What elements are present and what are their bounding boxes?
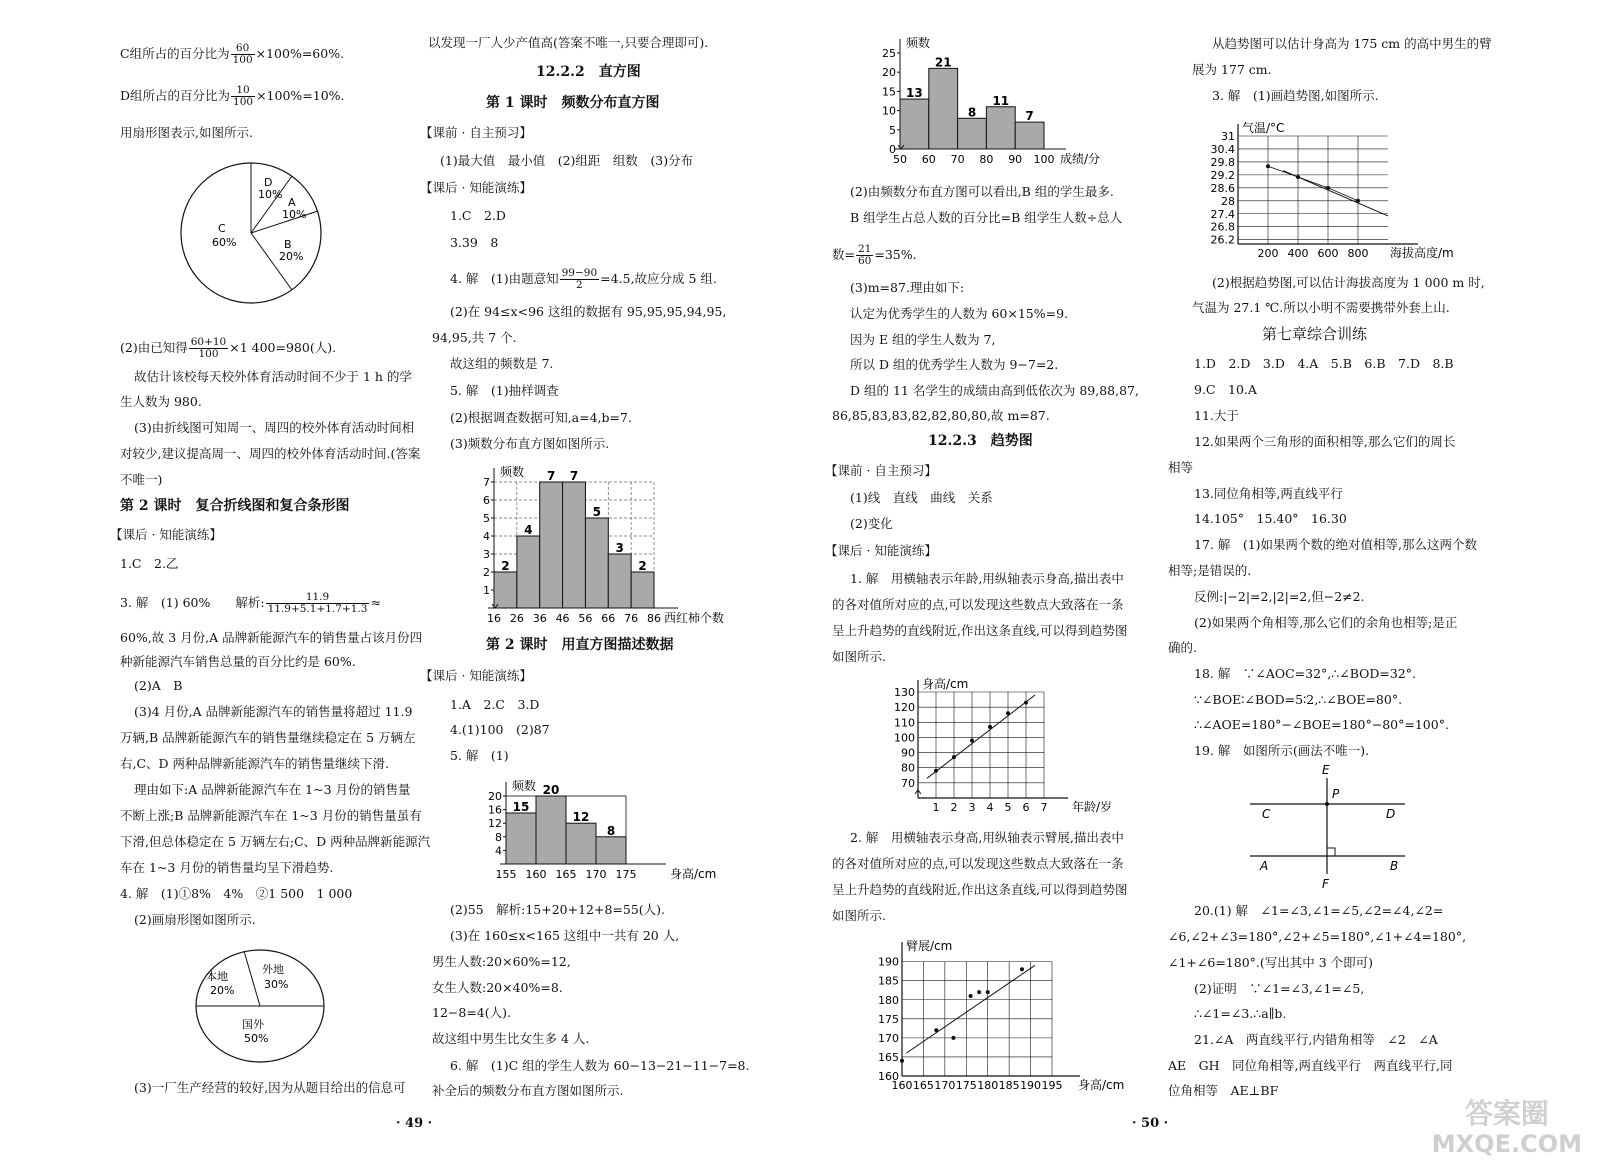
text-line: 3. 解 (1)画趋势图,如图所示. (1212, 88, 1379, 103)
trend-age-height (870, 672, 1113, 822)
text-line: (2)55 解析:15+20+12+8=55(人). (450, 902, 666, 917)
data-point (970, 738, 974, 742)
x-tick-label: 76 (624, 612, 639, 625)
histogram-tomatoes (460, 458, 725, 628)
x-tick-label: 180 (977, 1079, 999, 1092)
x-tick-label: 7 (1040, 801, 1048, 814)
histogram-bar (900, 99, 929, 149)
y-tick-label: 185 (878, 974, 899, 988)
histogram-bar (986, 107, 1015, 149)
text-line: 故这组的频数是 7. (450, 356, 554, 371)
x-tick-label: 3 (968, 801, 976, 814)
text-line: 以发现一厂人少产值高(答案不唯一,只要合理即可). (428, 35, 709, 50)
x-tick-label: 165 (912, 1079, 934, 1092)
text-line: 因为 E 组的学生人数为 7, (850, 332, 996, 347)
y-tick-label: 170 (878, 1031, 899, 1045)
data-point (986, 990, 990, 994)
fraction: $\frac{21}{60}$ (857, 243, 872, 267)
text-line: (3)由折线图可知周一、周四的校外体育活动时间相 (134, 420, 415, 435)
data-point (1006, 711, 1010, 715)
x-tick-label: 200 (1257, 247, 1279, 260)
x-tick-label: 26 (509, 612, 524, 625)
data-point (1020, 967, 1024, 971)
text-line: 11.大于 (1194, 408, 1239, 423)
y-tick-label: 20 (882, 66, 896, 80)
y-tick-label: 7 (483, 476, 490, 489)
y-axis-title: 频数 (512, 779, 537, 793)
y-axis-title: 气温/°C (1242, 121, 1285, 135)
text-line: 从趋势图可以估计身高为 175 cm 的高中男生的臂 (1212, 36, 1492, 51)
text-line: 车在 1~3 月份的销售量均呈下滑趋势. (120, 860, 334, 875)
text-line: (1)最大值 最小值 (2)组距 组数 (3)分布 (440, 153, 694, 168)
x-tick-label: 185 (998, 1079, 1020, 1092)
y-tick-label: 15 (882, 85, 896, 99)
text-line: C组所占的百分比为 $\frac{60}{100}$ ×100%=60%. (120, 42, 345, 66)
section-tag: 【课后 · 知能演练】 (420, 180, 532, 195)
x-tick-label: 170 (934, 1079, 956, 1092)
point-label: E (1322, 763, 1330, 777)
pie-label: 国外 (242, 1018, 264, 1031)
histogram-bar (517, 536, 540, 608)
fraction: $\frac{99-90}{2}$ (561, 267, 598, 291)
x-tick-label: 190 (1020, 1079, 1042, 1092)
histogram-bar (566, 823, 596, 864)
text-line: 展为 177 cm. (1192, 62, 1272, 77)
y-tick-label: 4 (495, 844, 502, 858)
text-line: ∴∠AOE=180°−∠BOE=180°−80°=100°. (1194, 717, 1449, 732)
y-tick-label: 31 (1221, 130, 1235, 143)
text-line: 万辆,B 品牌新能源汽车的销售量继续稳定在 5 万辆左 (120, 730, 416, 745)
text-line: (1)线 直线 曲线 关系 (850, 490, 993, 505)
text-line: 生人数为 980. (120, 394, 202, 409)
text-line: 位角相等 AE⊥BF (1168, 1083, 1279, 1098)
histogram-bar (536, 796, 566, 864)
y-tick-label: 4 (483, 530, 490, 543)
y-tick-label: 0 (889, 143, 896, 156)
text-line: 故这组中男生比女生多 4 人. (432, 1031, 590, 1046)
histogram-bar (540, 482, 563, 608)
text-line: 右,C、D 两种品牌新能源汽车的销售量继续下滑. (120, 756, 390, 771)
text-line: 5. 解 (1) (450, 748, 509, 763)
y-tick-label: 90 (901, 746, 915, 760)
text-line: (3)在 160≤x<165 这组中一共有 20 人, (450, 928, 680, 943)
x-axis-title: 成绩/分 (1060, 152, 1101, 166)
x-tick-label: 100 (1033, 153, 1055, 166)
text-line: 1.C 2.D (450, 208, 506, 223)
x-tick-label: 80 (979, 153, 994, 166)
histogram-bar (1015, 122, 1044, 149)
text-line: 60%,故 3 月份,A 品牌新能源汽车的销售量占该月份四 (120, 630, 423, 645)
bar-value-label: 11 (992, 93, 1010, 108)
y-tick-label: 70 (901, 776, 915, 790)
text-line: (2)由已知得 $\frac{60+10}{100}$ ×1 400=980(人). (120, 336, 337, 360)
x-tick-label: 170 (585, 868, 607, 881)
bar-value-label: 7 (569, 469, 579, 483)
trend-height-armspan (858, 932, 1125, 1096)
section-tag: 【课前 · 自主预习】 (420, 125, 532, 140)
section-tag: 【课后 · 知能演练】 (825, 543, 937, 558)
y-tick-label: 29.8 (1210, 155, 1235, 169)
y-tick-label: 120 (894, 701, 915, 715)
section-heading: 12.2.2 直方图 (536, 64, 641, 80)
text-line: ∵∠BOE∶∠BOD=5∶2,∴∠BOE=80°. (1194, 692, 1403, 707)
fraction: $\frac{10}{100}$ (233, 84, 254, 108)
text-line: 3. 解 (1) 60% 解析: $\frac{11.9}{11.9+5.1+1.7+1.3}$ ≈ (120, 591, 381, 615)
histogram-bar (596, 837, 626, 864)
y-tick-label: 165 (878, 1050, 899, 1064)
text-line: 男生人数:20×60%=12, (432, 954, 571, 969)
text-line: 数= $\frac{21}{60}$ =35%. (832, 243, 917, 267)
pie-value: 50% (244, 1032, 269, 1045)
x-tick-label: 50 (893, 153, 907, 166)
y-tick-label: 5 (483, 512, 490, 525)
text-line: 不断上涨;B 品牌新能源汽车在 1~3 月份的销售量虽有 (120, 808, 422, 823)
x-tick-label: 6 (1022, 801, 1030, 814)
text-line: (3)频数分布直方图如图所示. (450, 436, 610, 451)
y-tick-label: 29.2 (1210, 168, 1235, 182)
x-tick-label: 175 (615, 868, 637, 881)
section-heading: 第 2 课时 用直方图描述数据 (486, 637, 674, 653)
histogram-bar (563, 482, 586, 608)
text-line: (2)画扇形图如图所示. (134, 912, 256, 927)
point-label: D (1386, 807, 1396, 821)
y-tick-label: 16 (488, 803, 502, 817)
text-line: 21.∠A 两直线平行,内错角相等 ∠2 ∠A (1194, 1032, 1438, 1047)
y-tick-label: 2 (483, 566, 490, 579)
section-heading: 第 1 课时 频数分布直方图 (486, 95, 660, 111)
y-tick-label: 28.6 (1210, 181, 1235, 195)
text-line: D 组的 11 名学生的成绩由高到低依次为 89,88,87, (850, 383, 1139, 398)
x-axis-title: 身高/cm (1078, 1078, 1125, 1092)
y-tick-label: 26.8 (1210, 220, 1235, 234)
bar-value-label: 21 (934, 55, 952, 70)
text-line: 1.D 2.D 3.D 4.A 5.B 6.B 7.D 8.B (1194, 356, 1454, 371)
fraction: $\frac{11.9}{11.9+5.1+1.7+1.3}$ (267, 591, 368, 615)
y-tick-label: 8 (495, 830, 502, 844)
data-point (934, 1028, 938, 1032)
histogram-bar (631, 572, 654, 608)
point-label: B (1390, 859, 1399, 873)
x-tick-label: 66 (601, 612, 616, 625)
x-tick-label: 800 (1347, 247, 1369, 260)
text-line: B 组学生占总人数的百分比=B 组学生人数÷总人 (850, 210, 1123, 225)
section-tag: 【课后 · 知能演练】 (110, 527, 222, 542)
bar-value-label: 7 (1025, 109, 1034, 124)
text-line: 的各对值所对应的点,可以发现这些数点大致落在一条 (832, 856, 1124, 871)
text-line: 13.同位角相等,两直线平行 (1194, 486, 1343, 501)
y-tick-label: 180 (878, 993, 899, 1007)
histogram-height (476, 772, 717, 884)
x-tick-label: 175 (955, 1079, 977, 1092)
x-axis-title: 身高/cm (670, 867, 717, 881)
y-tick-label: 28 (1221, 194, 1235, 208)
histogram-bar (506, 813, 536, 864)
text-line: 相等;是错误的. (1168, 563, 1252, 578)
x-tick-label: 155 (495, 868, 517, 881)
text-line: ∠6,∠2+∠3=180°,∠2+∠5=180°,∠1+∠4=180°, (1168, 929, 1467, 944)
pie-label: D (264, 176, 273, 189)
point-label: A (1260, 859, 1269, 873)
fraction: $\frac{60}{100}$ (232, 42, 253, 66)
y-tick-label: 10 (882, 104, 896, 118)
y-tick-label: 3 (483, 548, 490, 561)
page-number: · 50 · (1132, 1116, 1169, 1131)
text-line: 2. 解 用横轴表示身高,用纵轴表示臂展,描出表中 (850, 830, 1124, 845)
text-line: 17. 解 (1)如果两个数的绝对值相等,那么这两个数 (1194, 537, 1478, 552)
x-tick-label: 70 (950, 153, 965, 166)
geometry-perpendicular-lines (1240, 760, 1420, 895)
text-line: 的各对值所对应的点,可以发现这些数点大致落在一条 (832, 597, 1124, 612)
y-tick-label: 130 (894, 686, 915, 699)
x-tick-label: 5 (1004, 801, 1012, 814)
y-axis-title: 频数 (906, 36, 931, 50)
text-line: 种新能源汽车销售总量的百分比约是 60%. (120, 654, 356, 669)
pie-chart-activity (178, 160, 328, 310)
x-tick-label: 16 (487, 612, 501, 625)
pie-value: 10% (258, 188, 283, 201)
bar-value-label: 3 (615, 541, 624, 555)
histogram-bar (608, 554, 631, 608)
y-tick-label: 175 (878, 1012, 899, 1026)
y-tick-label: 30.4 (1210, 142, 1235, 156)
x-tick-label: 400 (1287, 247, 1309, 260)
histogram-bar (494, 572, 517, 608)
bar-value-label: 7 (546, 469, 556, 483)
histogram-bar (585, 518, 608, 608)
x-tick-label: 60 (921, 153, 936, 166)
data-point (952, 755, 956, 759)
x-tick-label: 600 (1317, 247, 1339, 260)
x-tick-label: 195 (1041, 1079, 1063, 1092)
text-line: (2)如果两个角相等,那么它们的余角也相等;是正 (1194, 615, 1458, 630)
y-tick-label: 100 (894, 731, 915, 745)
text-line: (3)一厂生产经营的较好,因为从题目给出的信息可 (134, 1080, 406, 1095)
x-tick-label: 36 (532, 612, 547, 625)
pie-label: A (288, 196, 296, 209)
text-line: 用扇形图表示,如图所示. (120, 125, 253, 140)
text-line: 补全后的频数分布直方图如图所示. (432, 1083, 624, 1098)
text-line: 气温为 27.1 ℃.所以小明不需要携带外套上山. (1192, 300, 1450, 315)
section-heading: 第七章综合训练 (1262, 325, 1368, 343)
text-line: 1.C 2.乙 (120, 556, 179, 571)
text-line: 呈上升趋势的直线附近,作出这条直线,可以得到趋势图 (832, 623, 1128, 638)
bar-value-label: 4 (524, 523, 533, 537)
x-axis-title: 西红柿个数 (664, 611, 725, 625)
text-line: 12−8=4(人). (432, 1005, 511, 1020)
pie-value: 60% (212, 236, 237, 249)
data-point (988, 725, 992, 729)
text-line: 认定为优秀学生的人数为 60×15%=9. (850, 306, 1069, 321)
histogram-bar (929, 68, 958, 149)
y-tick-label: 110 (894, 716, 915, 730)
histogram-scores (860, 30, 1120, 170)
text-line: (2)根据调查数据可知,a=4,b=7. (450, 410, 632, 425)
bar-value-label: 2 (501, 559, 510, 573)
text-line: 反例:|−2|=2,|2|=2,但−2≠2. (1194, 589, 1365, 604)
text-line: 94,95,共 7 个. (432, 330, 517, 345)
watermark-logo-text: 答案圈 (1464, 1097, 1549, 1130)
section-tag: 【课后 · 知能演练】 (420, 668, 532, 683)
trend-altitude-temperature (1194, 108, 1464, 266)
text-line: 3.39 8 (450, 235, 499, 250)
point-label: C (1262, 807, 1271, 821)
text-line: 所以 D 组的优秀学生人数为 9−7=2. (850, 357, 1059, 372)
text-line: 故估计该校每天校外体育活动时间不少于 1 h 的学 (134, 369, 412, 384)
x-axis-title: 年龄/岁 (1072, 800, 1113, 814)
y-tick-label: 27.4 (1210, 207, 1235, 221)
watermark (1432, 1099, 1582, 1159)
histogram-bar (958, 118, 987, 149)
pie-label: 外地 (262, 963, 284, 976)
section-heading: 12.2.3 趋势图 (928, 433, 1033, 449)
text-line: 4.(1)100 (2)87 (450, 722, 550, 737)
text-line: D组所占的百分比为 $\frac{10}{100}$ ×100%=10%. (120, 84, 345, 108)
y-tick-label: 5 (889, 123, 896, 137)
y-axis-title: 频数 (500, 465, 525, 479)
text-line: 不唯一) (120, 472, 163, 487)
pie-value: 20% (279, 250, 304, 263)
pie-label: C (218, 222, 226, 235)
text-line: 对较少,建议提高周一、周四的校外体育活动时间.(答案 (120, 446, 421, 461)
y-tick-label: 6 (483, 494, 490, 507)
data-point (900, 1059, 904, 1063)
text-line: (2)A B (134, 678, 183, 693)
text-line: 理由如下:A 品牌新能源汽车在 1~3 月份的销售量 (134, 782, 411, 797)
bar-value-label: 12 (572, 810, 590, 825)
text-line: (2)证明 ∵∠1=∠3,∠1=∠5, (1194, 981, 1365, 996)
y-axis-title: 身高/cm (922, 677, 969, 691)
y-tick-label: 26.2 (1210, 233, 1235, 247)
fraction: $\frac{60+10}{100}$ (190, 336, 227, 360)
x-tick-label: 46 (555, 612, 570, 625)
text-line: 如图所示. (832, 908, 886, 923)
section-tag: 【课前 · 自主预习】 (825, 463, 937, 478)
pie-value: 30% (264, 978, 289, 991)
y-tick-label: 190 (878, 955, 899, 969)
text-line: 确的. (1168, 640, 1197, 655)
y-tick-label: 160 (878, 1070, 899, 1083)
text-line: 4. 解 (1)由题意知 $\frac{99-90}{2}$ =4.5,故应分成 5 组. (450, 267, 717, 291)
pie-label: 本地 (206, 970, 228, 983)
text-line: 18. 解 ∵∠AOC=32°,∴∠BOD=32°. (1194, 666, 1416, 681)
x-tick-label: 160 (891, 1079, 913, 1092)
y-tick-label: 20 (488, 790, 502, 803)
text-line: 如图所示. (832, 649, 886, 664)
pie-chart-visitors (192, 948, 332, 1068)
data-point (969, 994, 973, 998)
pie-value: 10% (282, 208, 307, 221)
text-line: (2)变化 (850, 516, 893, 531)
text-line: 相等 (1168, 460, 1194, 475)
pie-value: 20% (210, 984, 235, 997)
text-line: 9.C 10.A (1194, 382, 1257, 397)
x-axis-title: 海拔高度/m (1390, 246, 1454, 260)
data-point (977, 990, 981, 994)
text-line: 14.105° 15.40° 16.30 (1194, 511, 1347, 526)
x-tick-label: 160 (525, 868, 547, 881)
pie-label: B (284, 238, 292, 251)
x-tick-label: 4 (986, 801, 994, 814)
text-line: 1. 解 用横轴表示年龄,用纵轴表示身高,描出表中 (850, 571, 1124, 586)
bar-value-label: 5 (592, 505, 602, 519)
bar-value-label: 13 (906, 86, 923, 101)
point-label: F (1322, 877, 1329, 891)
text-line: (2)在 94≤x<96 这组的数据有 95,95,95,94,95, (450, 304, 727, 319)
text-line: 4. 解 (1)①8% 4% ②1 500 1 000 (120, 886, 353, 901)
text-line: 女生人数:20×40%=8. (432, 980, 563, 995)
data-point (934, 769, 938, 773)
y-tick-label: 80 (901, 761, 915, 775)
text-line: 1.A 2.C 3.D (450, 697, 540, 712)
text-line: 86,85,83,83,82,82,80,80,故 m=87. (832, 408, 1050, 423)
bar-value-label: 8 (606, 823, 616, 838)
text-line: 呈上升趋势的直线附近,作出这条直线,可以得到趋势图 (832, 882, 1128, 897)
x-tick-label: 86 (647, 612, 661, 625)
text-line: ∠1+∠6=180°.(写出其中 3 个即可) (1168, 955, 1374, 970)
y-tick-label: 25 (882, 47, 896, 60)
section-heading: 第 2 课时 复合折线图和复合条形图 (120, 498, 350, 514)
text-line: 5. 解 (1)抽样调查 (450, 383, 559, 398)
data-point (1024, 701, 1028, 705)
trend-line (906, 965, 1035, 1053)
x-tick-label: 2 (950, 801, 958, 814)
text-line: (3)4 月份,A 品牌新能源汽车的销售量将超过 11.9 (134, 704, 413, 719)
trend-line (927, 695, 1035, 778)
bar-value-label: 2 (638, 559, 647, 573)
data-point (951, 1036, 955, 1040)
page-number: · 49 · (396, 1116, 433, 1131)
x-tick-label: 56 (578, 612, 593, 625)
x-tick-label: 1 (932, 801, 940, 814)
watermark-site: MXQE.COM (1431, 1130, 1582, 1158)
text-line: 下滑,但总体稳定在 5 万辆左右;C、D 两种品牌新能源汽 (120, 834, 431, 849)
y-tick-label: 12 (488, 817, 502, 831)
x-tick-label: 165 (555, 868, 577, 881)
text-line: AE GH 同位角相等,两直线平行 两直线平行,同 (1168, 1058, 1453, 1073)
text-line: (3)m=87.理由如下: (850, 280, 965, 295)
y-axis-title: 臂展/cm (906, 939, 953, 953)
text-line: (2)由频数分布直方图可以看出,B 组的学生最多. (850, 184, 1114, 199)
bar-value-label: 15 (512, 800, 530, 814)
text-line: 12.如果两个三角形的面积相等,那么它们的周长 (1194, 434, 1456, 449)
y-tick-label: 1 (483, 584, 490, 597)
bar-value-label: 8 (967, 105, 977, 120)
point-label: P (1332, 787, 1340, 801)
text-line: 6. 解 (1)C 组的学生人数为 60−13−21−11−7=8. (450, 1058, 750, 1073)
text-line: 20.(1) 解 ∠1=∠3,∠1=∠5,∠2=∠4,∠2= (1194, 903, 1444, 918)
text-line: 19. 解 如图所示(画法不唯一). (1194, 743, 1370, 758)
text-line: ∴∠1=∠3.∴a∥b. (1194, 1006, 1287, 1021)
bar-value-label: 20 (542, 783, 560, 797)
x-tick-label: 90 (1008, 153, 1023, 166)
text-line: (2)根据趋势图,可以估计海拔高度为 1 000 m 时, (1212, 275, 1485, 290)
